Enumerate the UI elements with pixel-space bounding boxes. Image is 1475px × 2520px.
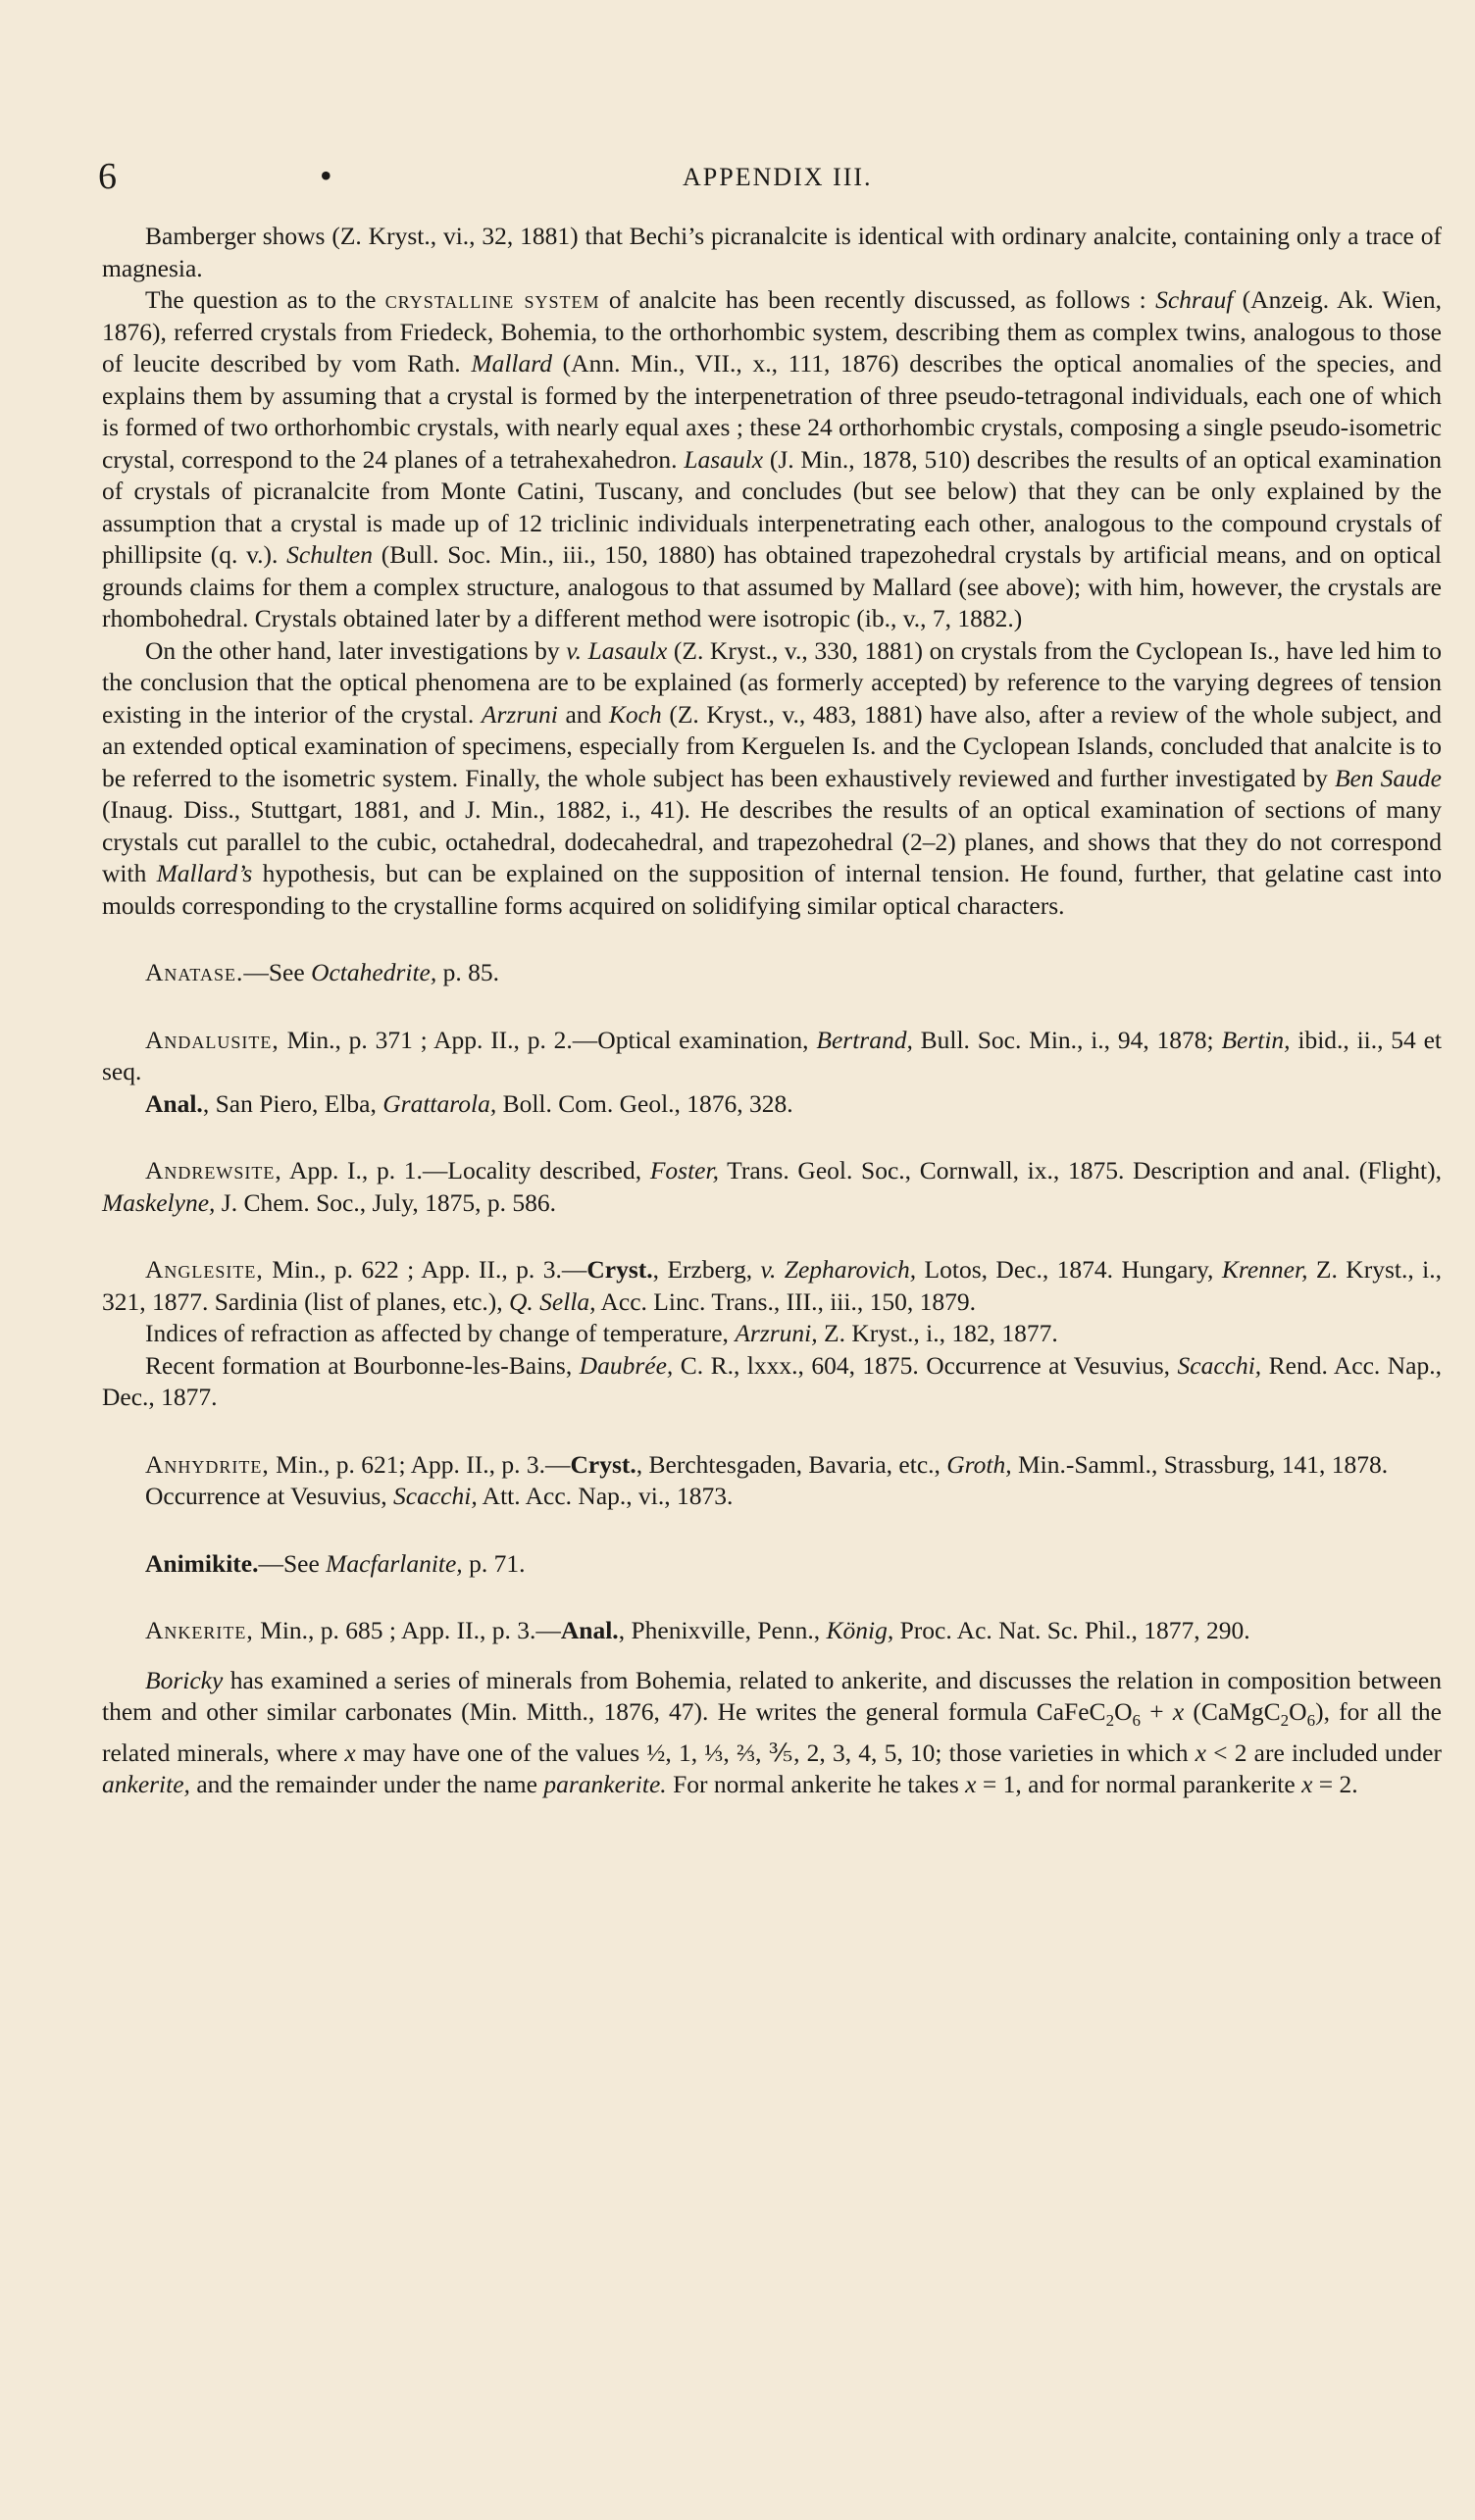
text-run: Att. Acc. Nap., vi., 1873. [477,1482,734,1510]
variable: x [965,1770,977,1799]
text-run: Z. Kryst., i., 182, 1877. [817,1319,1058,1347]
text-run: Z. Kryst., i., 321, 1877. Sardinia (list of planes, etc.), [102,1255,1442,1316]
author-name: Bertrand, [816,1025,913,1054]
text-run: and the remainder under the name [189,1770,544,1799]
anglesite-refraction [102,1318,1442,1350]
entry-anatase [102,957,1442,989]
author-name: Arzruni, [735,1319,818,1347]
entry-spacer [102,922,1442,957]
text-run: Boll. Com. Geol., 1876, 328. [496,1088,793,1118]
text-run: —See [258,1548,327,1578]
subscript: 2 [1105,1711,1115,1731]
text-run: Trans. Geol. Soc., Cornwall, ix., 1875. Description and anal. (Flight), [718,1156,1442,1184]
text-run: Rend. Acc. Nap., Dec., 1877. [102,1350,1442,1411]
author-name: König, [826,1616,894,1644]
body-text [102,221,1442,1801]
text-run: , Phenixville, Penn., [618,1616,827,1644]
text-run: p. 71. [462,1548,526,1578]
variable: x [1172,1697,1185,1726]
author-name: Mallard [471,349,552,378]
author-name: Lasaulx [684,444,764,474]
entry-anglesite [102,1254,1442,1318]
running-head [98,155,1442,202]
author-name: Schulten [286,540,373,569]
head-mark: • [320,156,332,195]
entry-andalusite [102,1025,1442,1088]
text-run: Proc. Ac. Nat. Sc. Phil., 1877, 290. [893,1616,1250,1644]
author-name: v. Zepharovich, [760,1255,917,1284]
text-run: may have one of the values ½, 1, ⅓, ⅔, ⅗, 2, 3, 4, 5, 10; those varieties in which [355,1738,1195,1767]
text-run: Indices of refraction as affected by change of temperature, [145,1319,736,1347]
entry-heading: Anglesite, [145,1255,264,1284]
cross-reference: Macfarlanite, [326,1548,463,1578]
text-run: (Ann. Min., VII., x., 111, 1876) describes the optical anomalies of the species, and explains them by assuming that a crystal is formed by the interpenetration of three pseudo-tetragonal individuals, each one of which is formed of two orthorhombic crystals, with nearly equal axes ; these 24 orthorhombic crystals, composing a single pseudo-isometric crystal, correspond to the 24 planes of a tetrahexahedron. [102,349,1442,474]
page-number: 6 [98,156,117,197]
term: parankerite. [543,1770,667,1799]
author-name: Foster, [649,1156,719,1184]
entry-spacer [102,1120,1442,1155]
subscript: 6 [1306,1711,1316,1731]
bold-term: Cryst. [570,1449,636,1479]
variable: x [1195,1738,1206,1767]
entry-spacer [102,1219,1442,1254]
text-run: hypothesis, but can be explained on the supposition of internal tension. He found, further, that gelatine cast into moulds corresponding to the crystalline forms acquired on solidifying similar optical characters. [102,859,1442,920]
text-run: Recent formation at Bourbonne-les-Bains, [145,1350,580,1380]
text-run: Acc. Linc. Trans., III., iii., 150, 1879. [595,1286,976,1316]
text-run: For normal ankerite he takes [666,1770,966,1799]
author-name: Bertin, [1221,1025,1291,1054]
small-caps-term: crystalline system [384,285,600,314]
entry-heading: Ankerite, [145,1616,254,1644]
author-name: Daubrée, [579,1350,674,1380]
author-name: Q. Sella, [509,1286,596,1316]
text-run: Lotos, Dec., 1874. Hungary, [916,1255,1222,1284]
author-name: Grattarola, [382,1088,497,1118]
entry-anhydrite [102,1449,1442,1482]
text-run: < 2 are included under [1206,1738,1442,1767]
text-run: = 1, and for normal parankerite [976,1770,1302,1799]
text-run: ibid., ii., 54 et seq. [102,1025,1443,1085]
entry-heading: Andrewsite, [145,1156,282,1184]
entry-spacer [102,1647,1442,1665]
author-name: Ben Saude [1334,763,1442,792]
bold-term: Cryst. [586,1255,653,1284]
text-run: The question as to the [145,285,385,314]
text-run: (Bull. Soc. Min., iii., 150, 1880) has obtained trapezohedral crystals by artificial means, and on optical grounds claims for them a complex structure, analogous to that assumed by Mallard (see above); with him, however, the crystals are rhombohedral. Crystals obtained later by a different method were isotropic (ib., v., 7, 1882.) [102,540,1443,632]
text-run: and [557,699,609,729]
author-name: Groth, [946,1449,1012,1479]
bold-term: Anal. [145,1088,203,1118]
text-run: p. 85. [436,958,499,986]
text-run: of analcite has been recently discussed, as follows : [599,285,1156,314]
entry-spacer [102,1414,1442,1449]
variable: x [1301,1770,1313,1799]
text-run: Min.-Samml., Strassburg, 141, 1878. [1011,1449,1389,1479]
author-name: Schrauf [1155,285,1234,314]
cross-reference: Octahedrite, [311,958,437,986]
author-name: Krenner, [1221,1255,1308,1284]
analcite-paragraph-1 [102,221,1442,284]
text-run: has examined a series of minerals from Bohemia, related to ankerite, and discusses the relation in composition between them and other similar carbonates (Min. Mitth., 1876, 47). He writes the general formula CaFeC [102,1665,1442,1726]
running-title: APPENDIX III. [683,163,873,191]
text-run: , San Piero, Elba, [202,1088,383,1118]
entry-heading: Animikite. [145,1548,259,1578]
entry-heading: Anhydrite, [145,1449,270,1479]
text-run: Min., p. 621; App. II., p. 3.— [269,1449,571,1479]
variable: x [344,1738,356,1767]
ankerite-boricky [102,1665,1442,1801]
author-name: Scacchi, [1177,1350,1262,1380]
andalusite-analysis [102,1088,1442,1121]
text-run: = 2. [1312,1770,1358,1799]
entry-andrewsite [102,1155,1442,1219]
bold-term: Anal. [560,1616,619,1644]
analcite-paragraph-2 [102,284,1442,635]
author-name: Mallard’s [156,859,253,887]
text-run: (Anzeig. Ak. Wien, 1876), referred crystals from Friedeck, Bohemia, to the orthorhombic system, describing them as complex twins, analogous to those of leucite described by vom Rath. [102,285,1442,378]
text-run: O [1114,1697,1133,1726]
text-run: (CaMgC [1184,1697,1281,1726]
author-name: Arzruni [481,699,558,729]
text-run: App. I., p. 1.—Locality described, [281,1156,650,1184]
author-name: Koch [608,699,662,729]
entry-ankerite [102,1615,1442,1647]
text-run: C. R., lxxx., 604, 1875. Occurrence at Vesuvius, [673,1350,1178,1380]
analcite-paragraph-3 [102,635,1442,923]
text-run: Bamberger shows (Z. Kryst., vi., 32, 1881) that Bechi’s picranalcite is identical with ordinary analcite, containing only a trace of magnesia. [102,222,1442,282]
term: ankerite, [102,1770,190,1799]
subscript: 6 [1132,1711,1141,1731]
entry-spacer [102,1513,1442,1548]
text-run: (J. Min., 1878, 510) describes the results of an optical examination of crystals of picranalcite from Monte Catini, Tuscany, and concludes (but see below) that they can be only explained by the assumption that a crystal is made up of 12 triclinic individuals interpenetrating each other, analogous to the compound crystals of phillipsite (q. v.). [102,444,1442,569]
author-name: Boricky [145,1665,224,1694]
entry-animikite [102,1548,1442,1581]
text-run: ), for all the related minerals, where [102,1697,1443,1767]
author-name: Maskelyne, [102,1187,216,1217]
text-run: + [1141,1697,1173,1726]
text-run: On the other hand, later investigations by [145,635,567,665]
text-run: , Erzberg, [652,1255,761,1284]
text-run: —See [243,958,312,986]
text-run: (Z. Kryst., v., 330, 1881) on crystals from the Cyclopean Is., have led him to the conclusion that the optical phenomena are to be explained (as formerly accepted) by reference to the varying degrees of tension existing in the interior of the crystal. [102,635,1442,729]
entry-heading: Anatase. [145,958,244,986]
anhydrite-occurrence [102,1481,1442,1513]
author-name: Scacchi, [393,1482,478,1510]
text-run: J. Chem. Soc., July, 1875, p. 586. [215,1187,556,1217]
text-run: Min., p. 371 ; App. II., p. 2.—Optical examination, [279,1025,817,1054]
entry-spacer [102,989,1442,1025]
text-run: (Z. Kryst., v., 483, 1881) have also, after a review of the whole subject, and an extended optical examination of specimens, especially from Kerguelen Is. and the Cyclopean Islands, concluded that analcite is to be referred to the isometric system. Finally, the whole subject has been exhaustively reviewed and further investigated by [102,699,1442,792]
entry-heading: Andalusite, [145,1025,280,1054]
text-run: Min., p. 685 ; App. II., p. 3.— [253,1616,561,1644]
text-run: O [1289,1697,1307,1726]
subscript: 2 [1280,1711,1290,1731]
text-run: Occurrence at Vesuvius, [145,1482,394,1510]
text-run: Bull. Soc. Min., i., 94, 1878; [912,1025,1222,1054]
text-run: (Inaug. Diss., Stuttgart, 1881, and J. Min., 1882, i., 41). He describes the results of an optical examination of sections of many crystals cut parallel to the cubic, octahedral, dodecahedral, and trapezohedral (2–2) planes, and shows that they do not correspond with [102,795,1442,887]
author-name: v. Lasaulx [566,635,668,665]
entry-spacer [102,1580,1442,1615]
text-run: , Berchtesgaden, Bavaria, etc., [636,1449,947,1479]
anglesite-occurrence [102,1350,1442,1414]
text-run: Min., p. 622 ; App. II., p. 3.— [263,1255,587,1284]
